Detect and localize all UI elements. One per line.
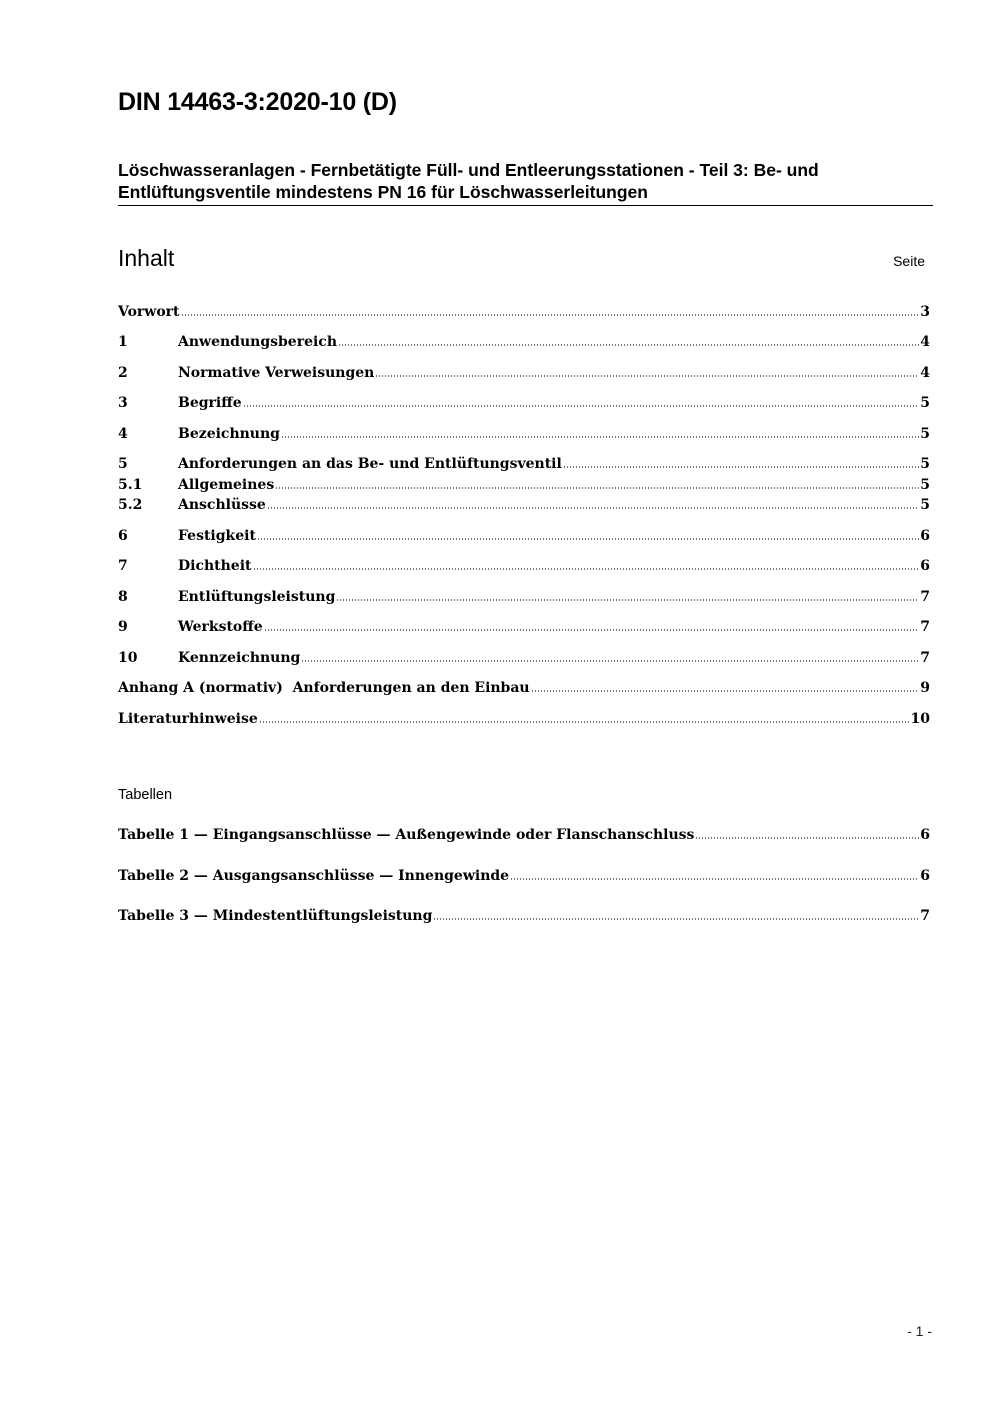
toc-entry-7[interactable] [118, 556, 930, 576]
toc-entry-number: 1 [118, 334, 128, 350]
leader-dots [336, 598, 919, 602]
table-entry-2[interactable] [118, 866, 930, 886]
toc-entry-number: 10 [118, 650, 138, 666]
toc-entry-5[interactable] [118, 454, 930, 474]
table-entry-page: 6 [920, 827, 930, 843]
toc-entry-page: 7 [920, 619, 930, 635]
toc-entry-page: 4 [920, 334, 930, 350]
toc-entry-label: Normative Verweisungen [178, 365, 375, 381]
table-entry-page: 7 [920, 908, 930, 924]
toc-entry-literaturhinweise[interactable] [118, 709, 930, 729]
toc-heading: Inhalt [118, 245, 175, 271]
leader-dots [181, 313, 920, 317]
toc-entry-10[interactable] [118, 648, 930, 668]
toc-entry-label: Literaturhinweise [118, 711, 258, 727]
toc-entry-label: Kennzeichnung [178, 650, 301, 666]
leader-dots [257, 537, 919, 541]
leader-dots [510, 877, 919, 881]
leader-dots [301, 659, 919, 663]
leader-dots [243, 404, 920, 408]
toc-entry-5-2[interactable] [118, 495, 930, 515]
table-entry-page: 6 [920, 868, 930, 884]
toc-entry-label: Anhang A (normativ) Anforderungen an den Einbau [118, 680, 530, 696]
toc-entry-page: 5 [920, 395, 930, 411]
toc-entry-label: Begriffe [178, 395, 242, 411]
toc-entry-label: Anforderungen an das Be- und Entlüftungsventil [178, 456, 562, 472]
toc-entry-2[interactable] [118, 363, 930, 383]
leader-dots [253, 567, 920, 571]
toc-entry-page: 7 [920, 589, 930, 605]
table-entry-label: Tabelle 1 — Eingangsanschlüsse — Außengewinde oder Flanschanschluss [118, 827, 695, 843]
leader-dots [267, 506, 919, 510]
table-entry-label: Tabelle 2 — Ausgangsanschlüsse — Innengewinde [118, 868, 510, 884]
toc-entry-page: 6 [920, 528, 930, 544]
toc-entry-page: 3 [920, 304, 930, 320]
toc-entry-label: Entlüftungsleistung [178, 589, 336, 605]
toc-entry-label: Vorwort [118, 304, 180, 320]
toc-entry-page: 9 [920, 680, 930, 696]
toc-entry-1[interactable] [118, 332, 930, 352]
toc-entry-label: Bezeichnung [178, 426, 280, 442]
toc-entry-page: 6 [920, 558, 930, 574]
toc-entry-number: 3 [118, 395, 128, 411]
toc-entry-page: 5 [920, 456, 930, 472]
toc-entry-page: 5 [920, 426, 930, 442]
toc-entry-number: 2 [118, 365, 128, 381]
tables-heading: Tabellen [118, 787, 173, 803]
toc-entry-3[interactable] [118, 393, 930, 413]
toc-entry-vorwort[interactable] [118, 302, 930, 322]
leader-dots [259, 720, 910, 724]
page-number: - 1 - [907, 1323, 932, 1339]
toc-entry-8[interactable] [118, 587, 930, 607]
toc-entry-number: 7 [118, 558, 128, 574]
document-id: DIN 14463-3:2020-10 (D) [118, 88, 397, 116]
toc-entry-number: 9 [118, 619, 128, 635]
toc-entry-label: Werkstoffe [178, 619, 263, 635]
toc-entry-page: 5 [920, 477, 930, 493]
toc-entry-number: 5 [118, 456, 128, 472]
leader-dots [338, 343, 919, 347]
toc-entry-9[interactable] [118, 617, 930, 637]
leader-dots [433, 917, 919, 921]
table-entry-3[interactable] [118, 906, 930, 926]
toc-entry-page: 5 [920, 497, 930, 513]
table-entry-1[interactable] [118, 825, 930, 845]
document-title: Löschwasseranlagen - Fernbetätigte Füll- und Entleerungsstationen - Teil 3: Be- und Entlüftungsventile mindestens PN 16 für Löschwasserleitungen [118, 159, 933, 206]
leader-dots [563, 465, 919, 469]
toc-entry-number: 6 [118, 528, 128, 544]
toc-entry-label: Anwendungsbereich [178, 334, 337, 350]
toc-entry-label: Allgemeines [178, 477, 275, 493]
toc-entry-number: 8 [118, 589, 128, 605]
table-entry-label: Tabelle 3 — Mindestentlüftungsleistung [118, 908, 433, 924]
toc-entry-label: Anschlüsse [178, 497, 266, 513]
toc-entry-5-1[interactable] [118, 475, 930, 495]
toc-page-column-label: Seite [893, 253, 925, 269]
toc-entry-6[interactable] [118, 526, 930, 546]
leader-dots [275, 486, 919, 490]
toc-entry-label: Dichtheit [178, 558, 252, 574]
leader-dots [531, 689, 920, 693]
toc-entry-anhang-a[interactable] [118, 678, 930, 698]
leader-dots [375, 374, 919, 378]
toc-entry-page: 7 [920, 650, 930, 666]
toc-entry-page: 4 [920, 365, 930, 381]
toc-entry-number: 4 [118, 426, 128, 442]
toc-entry-page: 10 [910, 711, 930, 727]
leader-dots [264, 628, 920, 632]
leader-dots [281, 435, 919, 439]
toc-entry-number: 5.1 [118, 477, 143, 493]
toc-entry-number: 5.2 [118, 497, 143, 513]
toc-entry-label: Festigkeit [178, 528, 256, 544]
leader-dots [695, 836, 919, 840]
toc-entry-4[interactable] [118, 424, 930, 444]
